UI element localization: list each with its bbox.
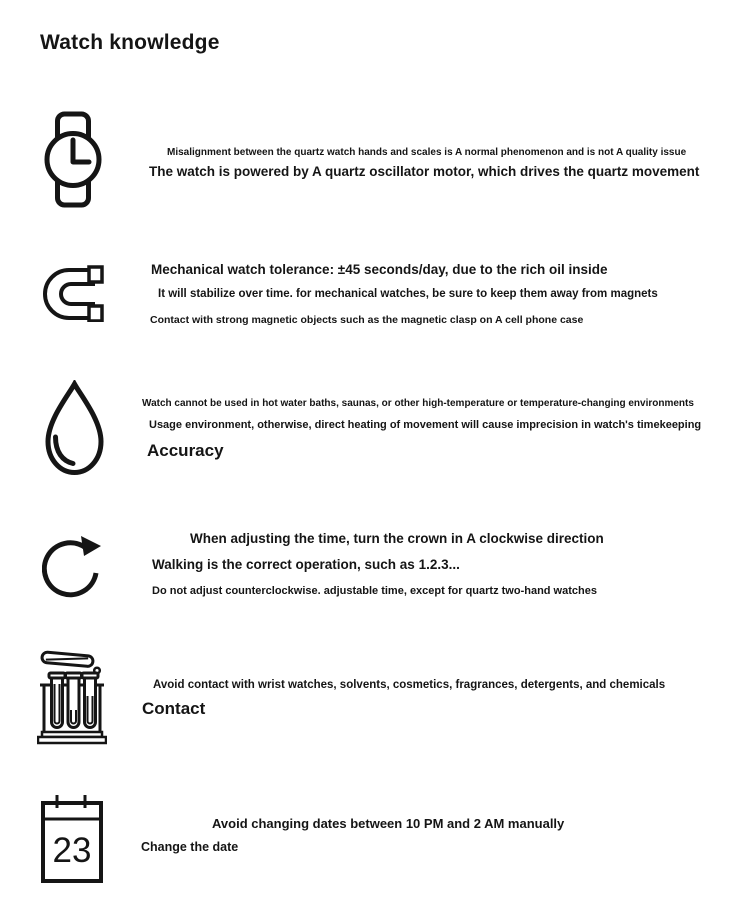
- statement-line: Avoid changing dates between 10 PM and 2 AM manually: [212, 816, 565, 831]
- statement-line: It will stabilize over time. for mechanical watches, be sure to keep them away from magnets: [158, 288, 658, 300]
- calendar-day: 23: [52, 831, 92, 870]
- section-heading: Contact: [142, 699, 206, 718]
- statement-line: Mechanical watch tolerance: ±45 seconds/day, due to the rich oil inside: [151, 262, 608, 277]
- note-line: Contact with strong magnetic objects such as the magnetic clasp on A cell phone case: [150, 314, 584, 326]
- statement-line: When adjusting the time, turn the crown in A clockwise direction: [190, 531, 604, 546]
- page-title: Watch knowledge: [40, 31, 220, 54]
- test-tubes-icon: [37, 646, 107, 746]
- statement-line: Usage environment, otherwise, direct heating of movement will cause imprecision in watch's timekeeping: [149, 419, 702, 431]
- statement-line: The watch is powered by A quartz oscillator motor, which drives the quartz movement: [149, 164, 700, 179]
- wristwatch-icon: [44, 111, 102, 208]
- clockwise-arrow-icon: [42, 527, 104, 603]
- statement-line: Walking is the correct operation, such as 1.2.3...: [152, 557, 460, 572]
- magnet-icon: [43, 265, 105, 322]
- section-heading: Change the date: [141, 840, 239, 854]
- calendar-icon: [40, 793, 104, 885]
- section-heading: Accuracy: [147, 441, 224, 460]
- note-line: Misalignment between the quartz watch hands and scales is A normal phenomenon and is not A quality issue: [167, 147, 687, 158]
- note-line: Watch cannot be used in hot water baths, saunas, or other high-temperature or temperature-changing environments: [142, 398, 694, 409]
- water-drop-icon: [42, 380, 107, 478]
- statement-line: Avoid contact with wrist watches, solvents, cosmetics, fragrances, detergents, and chemicals: [153, 679, 666, 691]
- note-line: Do not adjust counterclockwise. adjustable time, except for quartz two-hand watches: [152, 585, 597, 597]
